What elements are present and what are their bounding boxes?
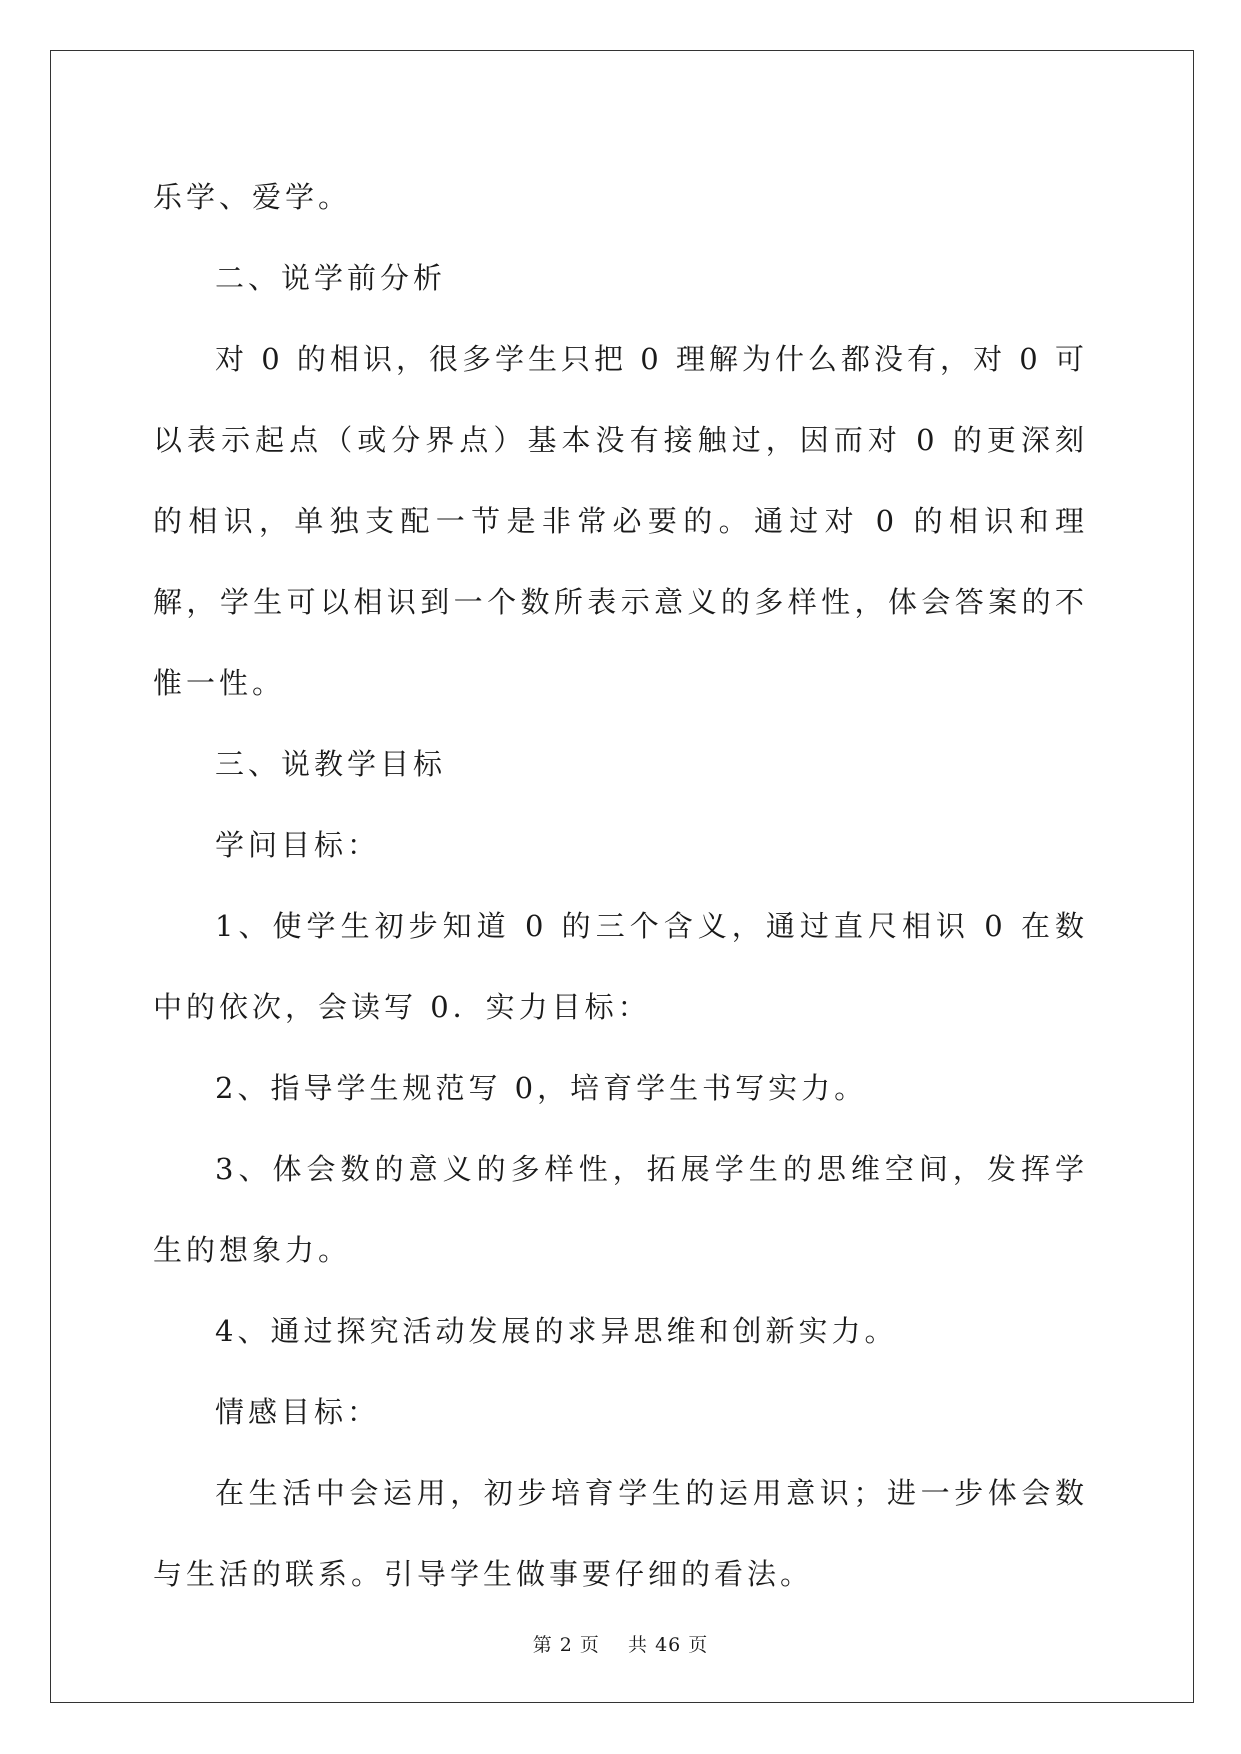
page-number: 第 2 页 — [532, 1634, 600, 1656]
paragraph: 乐学、爱学。 — [153, 180, 352, 214]
list-item: 4、通过探究活动发展的求异思维和创新实力。 — [215, 1314, 898, 1348]
list-item: 3、体会数的意义的多样性，拓展学生的思维空间，发挥学生的想象力。 — [153, 1152, 1088, 1267]
page-total: 共 46 页 — [628, 1634, 709, 1656]
document-body — [153, 157, 1088, 1615]
page-footer — [0, 1630, 1241, 1657]
paragraph: 对 0 的相识，很多学生只把 0 理解为什么都没有，对 0 可以表示起点（或分界点）基本没有接触过，因而对 0 的更深刻的相识，单独支配一节是非常必要的。通过对 0 的相识和理解，学生可以相识到一个数所表示意义的多样性，体会答案的不惟一性。 — [153, 342, 1088, 700]
paragraph: 在生活中会运用，初步培育学生的运用意识；进一步体会数与生活的联系。引导学生做事要仔细的看法。 — [153, 1476, 1088, 1591]
list-item: 2、指导学生规范写 0，培育学生书写实力。 — [215, 1071, 868, 1105]
section-heading: 三、说教学目标 — [215, 747, 447, 781]
section-heading: 二、说学前分析 — [215, 261, 447, 295]
list-item: 1、使学生初步知道 0 的三个含义，通过直尺相识 0 在数中的依次，会读写 0．实力目标： — [153, 909, 1088, 1024]
subheading: 情感目标： — [215, 1395, 381, 1429]
subheading: 学问目标： — [215, 828, 381, 862]
